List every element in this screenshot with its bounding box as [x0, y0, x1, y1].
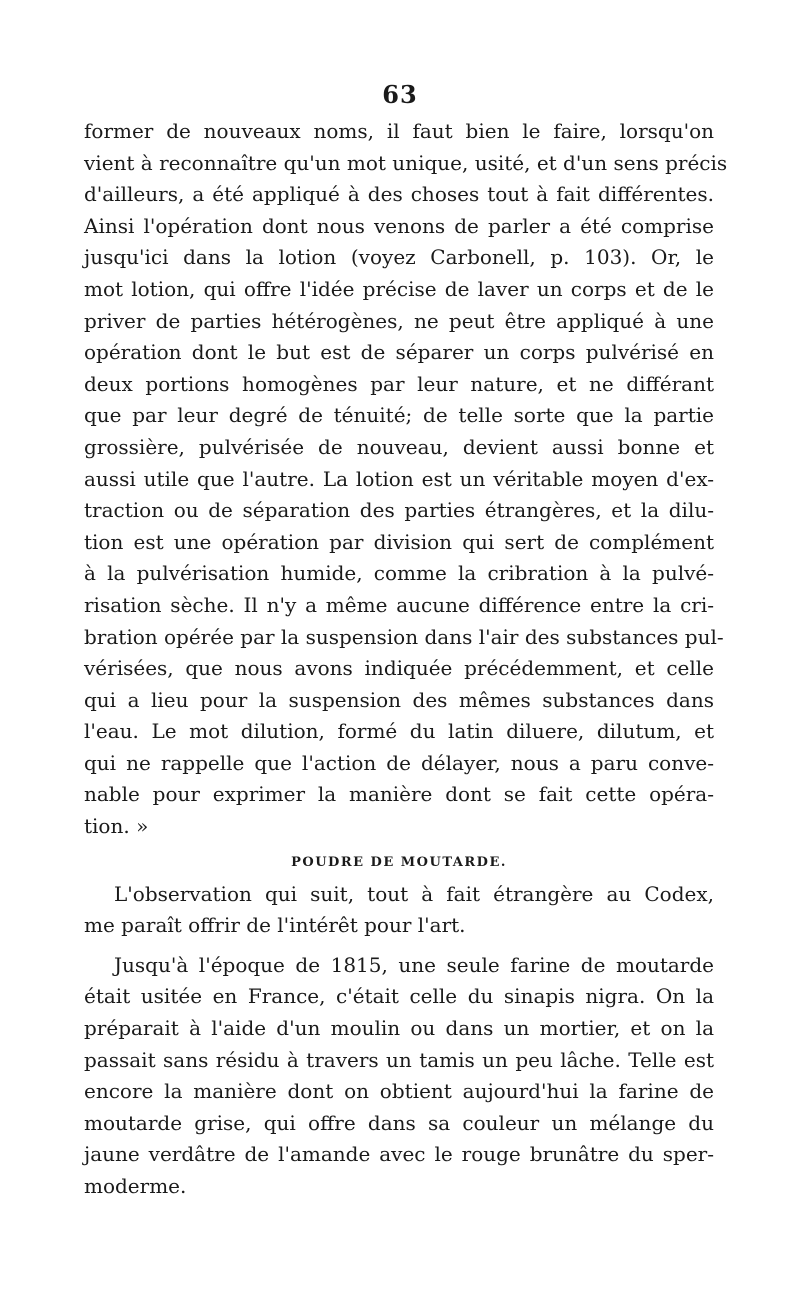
section-heading: POUDRE DE MOUTARDE.	[291, 854, 507, 870]
text-line: moderme.	[84, 1174, 187, 1198]
text-line: deux portions homogènes par leur nature, et ne différant	[84, 371, 714, 396]
text-line: encore la manière dont on obtient aujourd'hui la farine de	[84, 1079, 714, 1104]
page-number: 63	[382, 80, 418, 109]
paragraph-lotion-dilution	[84, 116, 728, 843]
text-line: jaune verdâtre de l'amande avec le rouge brunâtre du sper-	[84, 1142, 714, 1167]
text-line: nable pour exprimer la manière dont se fait cette opéra-	[84, 782, 714, 807]
text-line: à la pulvérisation humide, comme la cribration à la pulvé-	[84, 561, 714, 586]
text-line: vient à reconnaître qu'un mot unique, usité, et d'un sens précis	[84, 150, 728, 175]
text-line: jusqu'ici dans la lotion (voyez Carbonell, p. 103). Or, le	[84, 245, 714, 270]
paragraph-mustard-history	[84, 950, 714, 1203]
text-line: vérisées, que nous avons indiquée précédemment, et celle	[84, 656, 714, 681]
text-line: mot lotion, qui offre l'idée précise de laver un corps et de le	[84, 276, 714, 301]
text-line: L'observation qui suit, tout à fait étrangère au Codex,	[114, 881, 714, 906]
text-line: Ainsi l'opération dont nous venons de parler a été comprise	[84, 213, 714, 238]
text-line: l'eau. Le mot dilution, formé du latin diluere, dilutum, et	[84, 719, 714, 744]
text-line: était usitée en France, c'était celle du sinapis nigra. On la	[84, 984, 714, 1009]
text-line: passait sans résidu à travers un tamis un peu lâche. Telle est	[84, 1047, 714, 1072]
text-line: que par leur degré de ténuité; de telle sorte que la partie	[84, 403, 714, 428]
text-line: risation sèche. Il n'y a même aucune différence entre la cri-	[84, 592, 714, 617]
text-line: priver de parties hétérogènes, ne peut être appliqué à une	[84, 308, 714, 333]
page-text	[84, 116, 728, 1203]
text-line: préparait à l'aide d'un moulin ou dans un mortier, et on la	[84, 1016, 714, 1041]
text-line: d'ailleurs, a été appliqué à des choses tout à fait différentes.	[84, 182, 714, 207]
text-line: qui a lieu pour la suspension des mêmes substances dans	[84, 687, 714, 712]
text-line: Jusqu'à l'époque de 1815, une seule farine de moutarde	[114, 952, 714, 977]
text-line: me paraît offrir de l'intérêt pour l'art.	[84, 913, 466, 938]
text-line: grossière, pulvérisée de nouveau, devient aussi bonne et	[84, 434, 714, 459]
text-line: qui ne rappelle que l'action de délayer, nous a paru conve-	[84, 750, 714, 775]
text-line: bration opérée par la suspension dans l'air des substances pul-	[84, 624, 724, 649]
text-line: tion. »	[84, 814, 149, 839]
text-line: tion est une opération par division qui sert de complément	[84, 529, 714, 554]
text-line: former de nouveaux noms, il faut bien le faire, lorsqu'on	[84, 119, 714, 143]
text-line: moutarde grise, qui offre dans sa couleur un mélange du	[84, 1110, 714, 1135]
text-line: traction ou de séparation des parties étrangères, et la dilu-	[84, 498, 714, 523]
text-line: opération dont le but est de séparer un corps pulvérisé en	[84, 340, 714, 365]
paragraph-observation	[84, 879, 714, 942]
text-line: aussi utile que l'autre. La lotion est un véritable moyen d'ex-	[84, 466, 714, 491]
